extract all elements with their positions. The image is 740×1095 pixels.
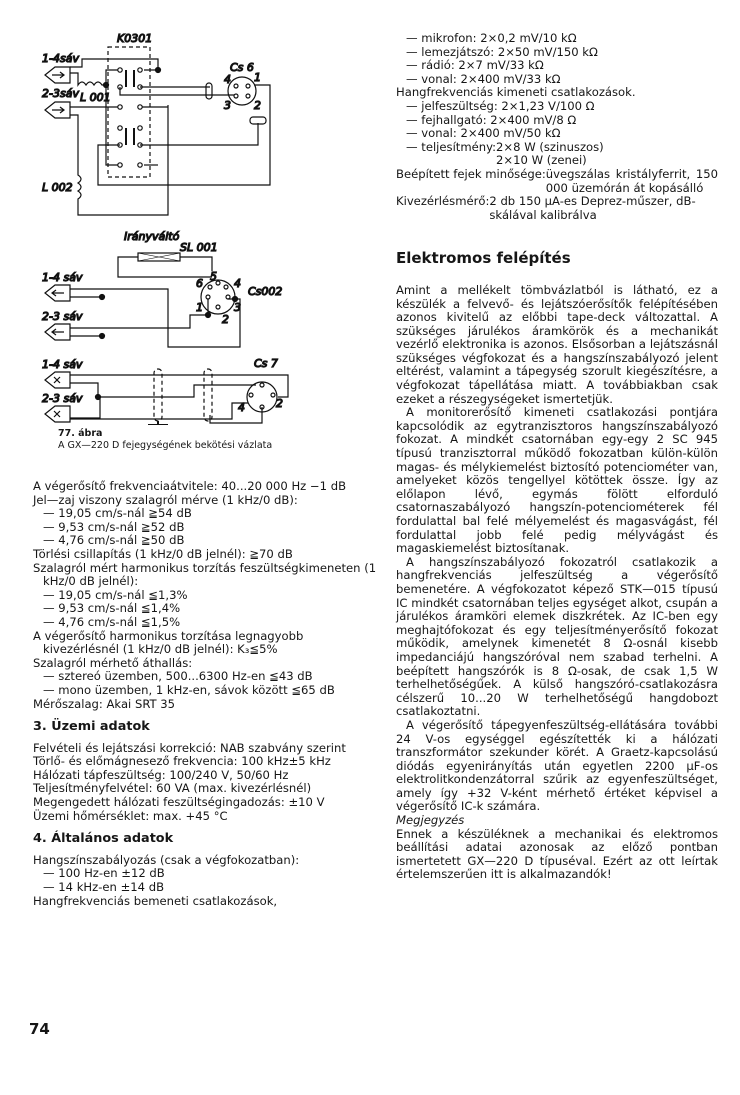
pin-label: 2 bbox=[276, 397, 283, 410]
spec-line: Törlő- és előmágnesező frekvencia: 100 kHz±5 kHz bbox=[33, 754, 331, 769]
spec-item: — 19,05 cm/s-nál ≦1,3% bbox=[43, 587, 188, 602]
left-column bbox=[33, 480, 378, 908]
label-track14-a: 1-4sáv bbox=[42, 52, 79, 65]
spec-item: — vonal: 2×400 mV/33 kΩ bbox=[406, 71, 561, 86]
arrow-right-icon bbox=[52, 107, 64, 113]
spec-line: Törlési csillapítás (1 kHz/0 dB jelnél): ≧70 dB bbox=[33, 546, 293, 561]
k0301-box bbox=[108, 47, 150, 177]
diagram-part-switch bbox=[42, 32, 270, 243]
spec-item: — rádió: 2×7 mV/33 kΩ bbox=[406, 58, 544, 73]
diagram-part-cs002 bbox=[42, 241, 282, 347]
spec-key: Beépített fejek minősége: bbox=[396, 166, 546, 181]
spec-item: — 14 kHz-en ±14 dB bbox=[43, 880, 165, 895]
label-track14-c: 1-4 sáv bbox=[42, 358, 83, 371]
spec-item: — sztereó üzemben, 500...6300 Hz-en ≦43 dB bbox=[43, 669, 313, 684]
spec-item: — 100 Hz-en ±12 dB bbox=[43, 866, 165, 881]
pin-label: 3 bbox=[234, 301, 241, 314]
spec-key: Kivezérlésmérő: bbox=[396, 194, 490, 209]
wiring-diagram bbox=[40, 25, 330, 425]
spec-line: Üzemi hőmérséklet: max. +45 °C bbox=[33, 808, 228, 823]
figure-caption bbox=[58, 428, 272, 452]
spec-item: — 4,76 cm/s-nál ≧50 dB bbox=[43, 533, 185, 548]
figure-caption-text: A GX—220 D fejegységének bekötési vázlata bbox=[58, 440, 273, 451]
pin-label: 5 bbox=[210, 270, 217, 283]
label-track14-b: 1-4 sáv bbox=[42, 271, 83, 284]
page-number: 74 bbox=[29, 1020, 50, 1038]
pin-label: 1 bbox=[254, 71, 261, 84]
spec-row-heads bbox=[396, 168, 718, 195]
pin-label: 6 bbox=[196, 277, 203, 290]
label-cs7: Cs 7 bbox=[254, 357, 278, 370]
spec-item: — 9,53 cm/s-nál ≧52 dB bbox=[43, 519, 185, 534]
connector-cs6 bbox=[228, 77, 256, 105]
pin-label: 4 bbox=[238, 401, 245, 414]
section-heading: Elektromos felépítés bbox=[396, 249, 571, 268]
spec-line: Jel—zaj viszony szalagról mérve (1 kHz/0 dB): bbox=[33, 492, 298, 507]
spec-item: — jelfeszültség: 2×1,23 V/100 Ω bbox=[406, 98, 595, 113]
spec-line: Mérőszalag: Akai SRT 35 bbox=[33, 696, 176, 711]
pin-label: 2 bbox=[254, 99, 261, 112]
diagram-part-cs7 bbox=[42, 357, 288, 425]
label-track23-c: 2-3 sáv bbox=[42, 392, 83, 405]
label-cs002: Cs002 bbox=[248, 285, 283, 298]
spec-item: — fejhallgató: 2×400 mV/8 Ω bbox=[406, 112, 577, 127]
spec-line: Teljesítményfelvétel: 60 VA (max. kivezérlésnél) bbox=[33, 781, 312, 796]
spec-item: — mikrofon: 2×0,2 mV/10 kΩ bbox=[406, 31, 577, 45]
arrow-right-icon bbox=[52, 72, 64, 78]
label-l001: L 001 bbox=[80, 91, 111, 104]
spec-item: — lemezjátszó: 2×50 mV/150 kΩ bbox=[406, 44, 598, 59]
paragraph: A monitorerősítő kimeneti csatlakozási pontjára kapcsolódik az egytranzisztoros hangszínszabályozó fokozat. A mindkét csatornában egy-egy 2 SC 945 típusú tranzisztorral működő fokozatban külön-külön magas- és mélykiemelést biztosító potenciométer van, amelyeket közös tengellyel kötöttek össze. Így az előlapon lévő, egymás fölött elforduló csatornaszabályozó hangszín-potenciométerek fél fordulattal bal felé mélyemelést és magasvágást, fél fordulattal jobb felé pedig mélyvágást és magaskiemelést biztosítanak. bbox=[396, 405, 718, 556]
pin-label: 3 bbox=[224, 99, 231, 112]
label-l002: L 002 bbox=[42, 181, 73, 194]
paragraph: A hangszínszabályozó fokozatról csatlakozik a hangfrekvenciás jelfeszültség a végerősítő bemenetére. A végfokozatot képező STK—015 típusú IC mindkét csatornában teljes egységet alkot, csupán a járulékos áramköri elemek diszkrétek. Az IC-ben egy meghajtófokozat és egy teljesítményerősítő fokozat működik, amelynek kimenetét 8 Ω-osnál kisebb impedanciájú hangszóróval nem szabad terhelni. A beépített hangszórók is 8 Ω-osak, de csak 1,5 W terhelhetőségűek. A külső hangszóró-csatlakozásra célszerű 10...20 W terhelhetőségű hangdobozt csatlakoztatni. bbox=[396, 554, 718, 719]
spec-line: Hálózati tápfeszültség: 100/240 V, 50/60 Hz bbox=[33, 767, 289, 782]
label-cs6: Cs 6 bbox=[230, 61, 254, 74]
spec-item: — vonal: 2×400 mV/50 kΩ bbox=[406, 126, 561, 141]
coil-l002 bbox=[70, 105, 168, 215]
spec-value: 2×10 W (zenei) bbox=[496, 153, 587, 168]
spec-item: — 19,05 cm/s-nál ≧54 dB bbox=[43, 506, 192, 521]
spec-line: Hangfrekvenciás bemeneti csatlakozások, bbox=[33, 893, 278, 908]
section-heading: 3. Üzemi adatok bbox=[33, 719, 150, 735]
spec-line: Hangszínszabályozás (csak a végfokozatban): bbox=[33, 852, 300, 867]
label-k0301: K0301 bbox=[117, 32, 153, 45]
label-track23-a: 2-3sáv bbox=[42, 87, 79, 100]
spec-key: — teljesítmény: bbox=[406, 139, 497, 154]
pin-label: 4 bbox=[224, 73, 231, 86]
label-track23-b: 2-3 sáv bbox=[42, 310, 83, 323]
note-paragraph: Ennek a készüléknek a mechanikai és elektromos beállítási adatai azonosak az előző pontban ismertetett GX—220 D típuséval. Ezért az ott leírtak értelemszerűen itt is alkalmazandók! bbox=[396, 826, 718, 882]
section-heading: 4. Általános adatok bbox=[33, 831, 174, 847]
paragraph: Amint a mellékelt tömbvázlatból is látható, ez a készülék a felvevő- és lejátszóerősítők felépítésében azonos kivitelű az előbbi tape-deck változattal. A szükséges járulékos áramkörök és a mechanikát vezérlő elektronika is azonos. Elsősorban a lejátszásnál szükséges végfokozat és a hangszínszabályozó jelent eltérést, valamint a tápegység szorult kiegészítésre, a végfokozat tápellátása miatt. A továbbiakban csak ezeket a részegységeket ismertetjük. bbox=[396, 282, 718, 406]
spec-values bbox=[496, 141, 718, 168]
cross-icon bbox=[54, 377, 60, 383]
spec-line: Megengedett hálózati feszültségingadozás: ±10 V bbox=[33, 795, 325, 810]
pin-label: 4 bbox=[234, 277, 241, 290]
note-heading: Megjegyzés bbox=[396, 813, 465, 828]
spec-row-power bbox=[396, 141, 718, 168]
spec-row-meter bbox=[396, 195, 718, 222]
coil-l001 bbox=[70, 73, 106, 85]
figure-number: 77. ábra bbox=[58, 428, 103, 439]
pin-label: 2 bbox=[222, 313, 229, 326]
spec-item: — mono üzemben, 1 kHz-en, sávok között ≦65 dB bbox=[43, 682, 335, 697]
spec-item: — 4,76 cm/s-nál ≦1,5% bbox=[43, 614, 181, 629]
spec-line: Szalagról mért harmonikus torzítás feszültségkimeneten (1 kHz/0 dB jelnél): bbox=[33, 560, 377, 589]
spec-value: üvegszálas kristályferrit, 150 000 üzemórán át kopásálló bbox=[545, 166, 718, 195]
paragraph: A végerősítő tápegyenfeszültség-ellátására további 24 V-os egységgel egészítették ki a hálózati transzformátor szekunder körét. A Graetz-kapcsolású diódás egyenirányítás után egyetlen 2200 µF-os elektrolitkondenzátorral szűrik az egyenfeszültséget, amely így +32 V-ként mérhető értéket képvisel a végerősítő IC-k számára. bbox=[396, 717, 718, 814]
label-iranyvalto: Irányváltó bbox=[124, 230, 180, 243]
cross-icon bbox=[54, 411, 60, 417]
spec-line: A végerősítő harmonikus torzítása legnagyobb kivezérlésnél (1 kHz/0 dB jelnél): K₃≦5% bbox=[33, 628, 304, 657]
spec-item: — 9,53 cm/s-nál ≦1,4% bbox=[43, 601, 181, 616]
pin-label: 1 bbox=[196, 301, 203, 314]
spec-line: Szalagról mérhető áthallás: bbox=[33, 655, 193, 670]
label-sl001: SL 001 bbox=[180, 241, 218, 254]
spec-value: 2 db 150 µA-es Deprez-műszer, dB-skálával kalibrálva bbox=[489, 194, 696, 222]
spec-value: 2×8 W (szinuszos) bbox=[496, 139, 604, 154]
spec-line: Felvételi és lejátszási korrekció: NAB szabvány szerint bbox=[33, 740, 346, 755]
right-column bbox=[396, 32, 718, 882]
spec-line: Hangfrekvenciás kimeneti csatlakozások. bbox=[396, 85, 636, 100]
spec-line: A végerősítő frekvenciaátvitele: 40...20 000 Hz −1 dB bbox=[33, 479, 347, 493]
